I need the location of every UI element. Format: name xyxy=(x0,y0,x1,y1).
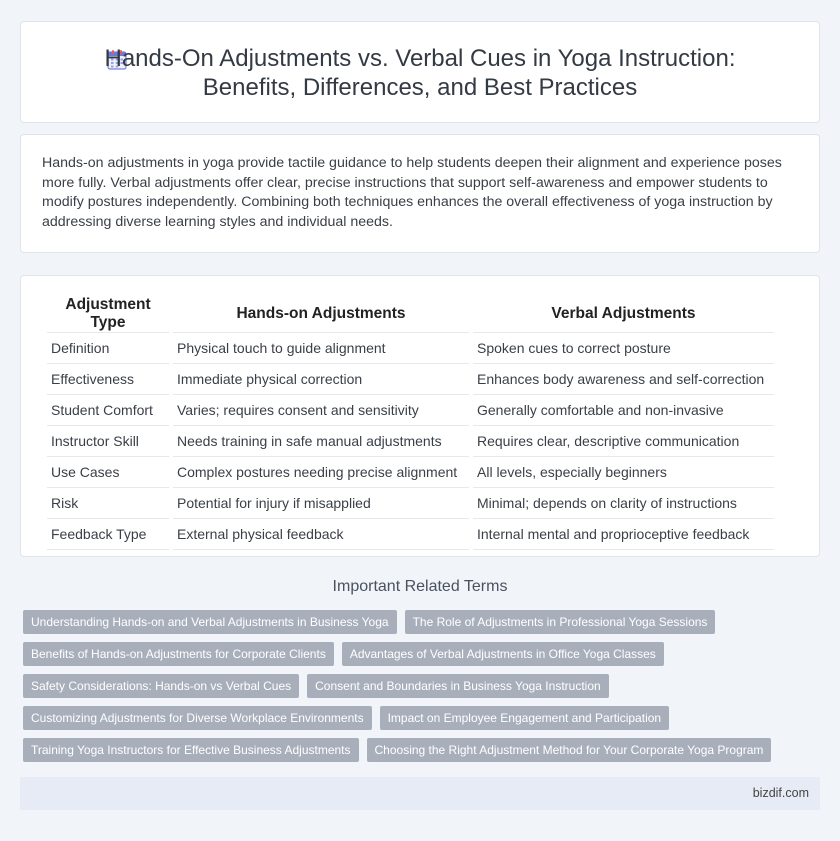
column-header: Hands-on Adjustments xyxy=(173,296,469,333)
table-cell: Instructor Skill xyxy=(47,426,169,457)
related-term-tag[interactable]: Benefits of Hands-on Adjustments for Corporate Clients xyxy=(23,642,334,666)
table-row xyxy=(47,364,774,395)
table-cell: Spoken cues to correct posture xyxy=(473,333,774,364)
table-row xyxy=(47,395,774,426)
related-term-tag[interactable]: Customizing Adjustments for Diverse Workplace Environments xyxy=(23,706,372,730)
page-title xyxy=(21,44,819,102)
table-row xyxy=(47,519,774,550)
table-cell: Potential for injury if misapplied xyxy=(173,488,469,519)
column-header: Verbal Adjustments xyxy=(473,296,774,333)
table-cell: Physical touch to guide alignment xyxy=(173,333,469,364)
table-cell: Use Cases xyxy=(47,457,169,488)
intro-card xyxy=(20,134,820,253)
table-cell: Immediate physical correction xyxy=(173,364,469,395)
related-terms-heading: Important Related Terms xyxy=(332,578,508,595)
related-term-tag[interactable]: The Role of Adjustments in Professional Yoga Sessions xyxy=(405,610,716,634)
page-title-line2: Benefits, Differences, and Best Practices xyxy=(202,74,638,101)
table-cell: Requires clear, descriptive communication xyxy=(473,426,774,457)
related-term-tag[interactable]: Safety Considerations: Hands-on vs Verbal Cues xyxy=(23,674,299,698)
table-cell: Enhances body awareness and self-correction xyxy=(473,364,774,395)
table-cell: Risk xyxy=(47,488,169,519)
related-term-tag[interactable]: Consent and Boundaries in Business Yoga Instruction xyxy=(307,674,609,698)
table-cell: Complex postures needing precise alignment xyxy=(173,457,469,488)
table-cell: Effectiveness xyxy=(47,364,169,395)
table-cell: Varies; requires consent and sensitivity xyxy=(173,395,469,426)
table-row xyxy=(47,333,774,364)
table-cell: Feedback Type xyxy=(47,519,169,550)
table-cell: Definition xyxy=(47,333,169,364)
page-title-line1: Hands-On Adjustments vs. Verbal Cues in Yoga Instruction: xyxy=(104,45,736,72)
related-term-tag[interactable]: Choosing the Right Adjustment Method for Your Corporate Yoga Program xyxy=(367,738,772,762)
table-cell: External physical feedback xyxy=(173,519,469,550)
comparison-table xyxy=(43,296,778,550)
footer-site-link[interactable]: bizdif.com xyxy=(752,786,809,800)
related-term-tag[interactable]: Impact on Employee Engagement and Participation xyxy=(380,706,670,730)
table-cell: Minimal; depends on clarity of instructions xyxy=(473,488,774,519)
table-cell: Internal mental and proprioceptive feedback xyxy=(473,519,774,550)
column-header: Adjustment Type xyxy=(47,296,169,333)
related-term-tag[interactable]: Training Yoga Instructors for Effective Business Adjustments xyxy=(23,738,359,762)
table-cell: Student Comfort xyxy=(47,395,169,426)
intro-paragraph: Hands-on adjustments in yoga provide tactile guidance to help students deepen their alignment and experience poses more fully. Verbal adjustments offer clear, precise instructions that support self-awareness and empower students to modify postures independently. Combining both techniques enhances the overall effectiveness of yoga instruction by addressing diverse learning styles and individual needs. xyxy=(42,155,782,230)
table-cell: All levels, especially beginners xyxy=(473,457,774,488)
related-term-tag[interactable]: Understanding Hands-on and Verbal Adjustments in Business Yoga xyxy=(23,610,397,634)
table-header-row xyxy=(47,296,774,333)
footer xyxy=(20,777,820,810)
related-terms-list xyxy=(23,610,803,770)
comparison-card xyxy=(20,275,820,557)
table-row xyxy=(47,426,774,457)
table-cell: Needs training in safe manual adjustments xyxy=(173,426,469,457)
title-card xyxy=(20,21,820,123)
table-cell: Generally comfortable and non-invasive xyxy=(473,395,774,426)
table-row xyxy=(47,457,774,488)
table-row xyxy=(47,488,774,519)
related-term-tag[interactable]: Advantages of Verbal Adjustments in Office Yoga Classes xyxy=(342,642,664,666)
